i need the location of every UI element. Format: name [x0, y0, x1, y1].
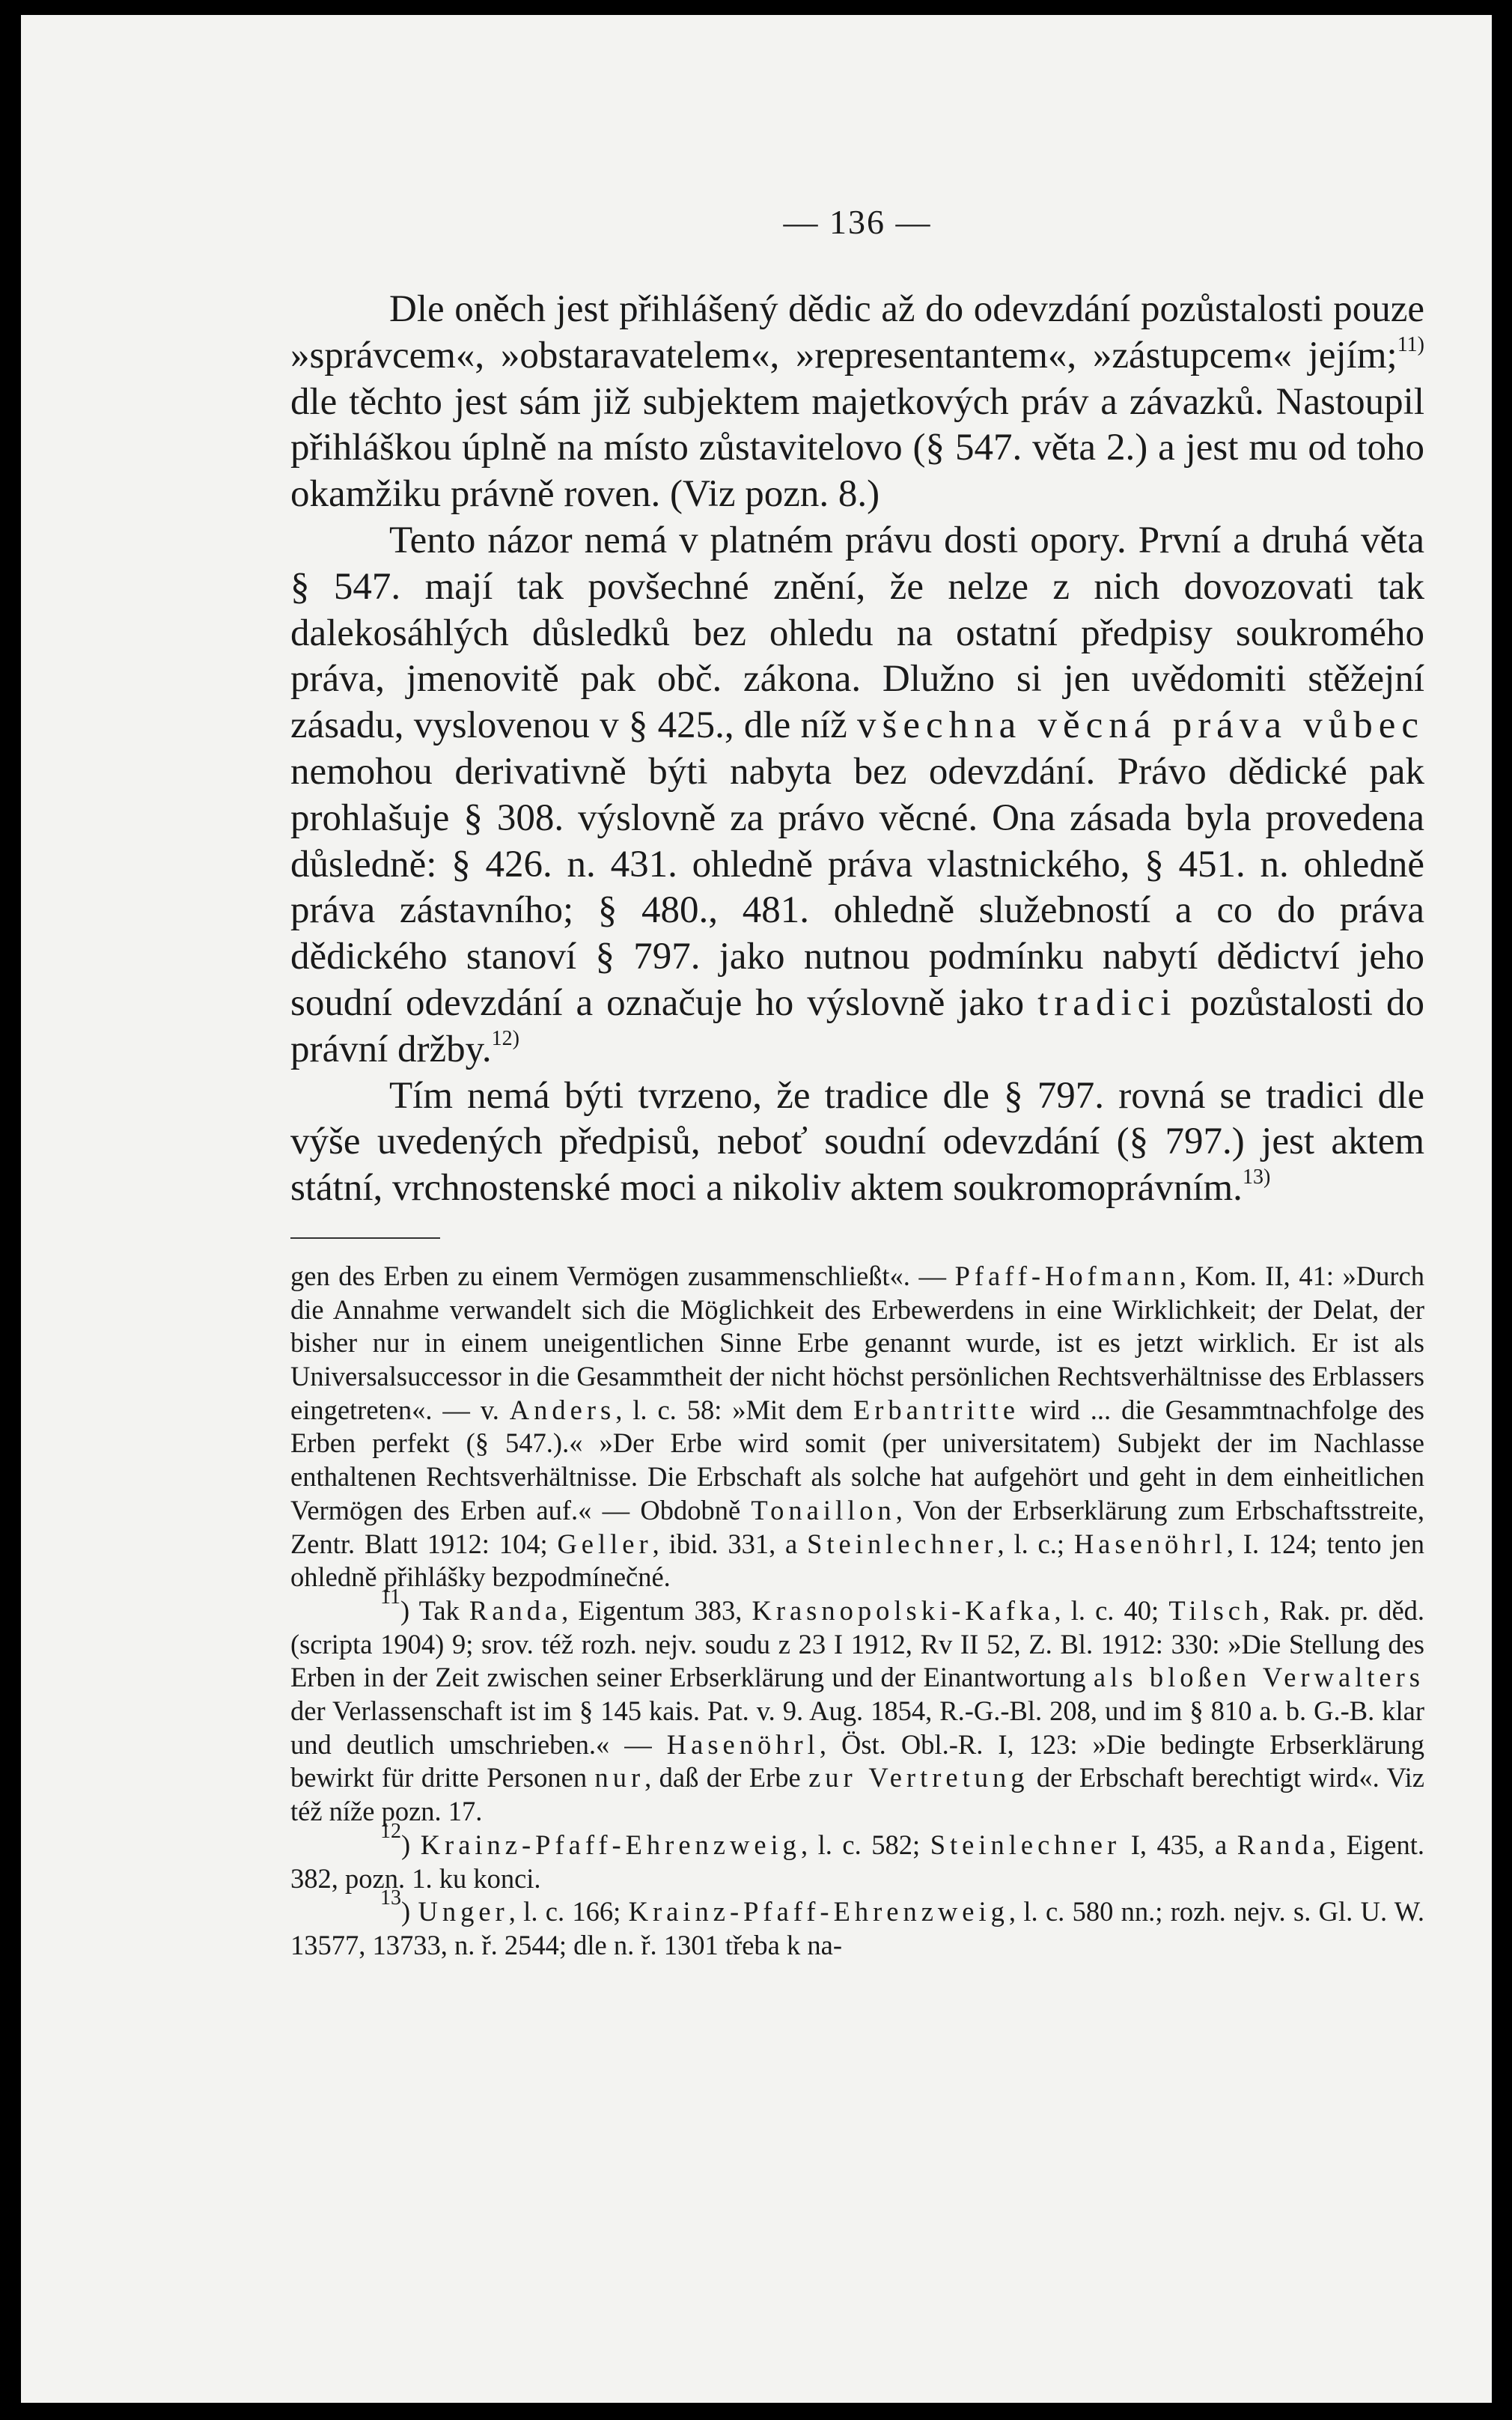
page-number: — 136 —	[783, 203, 932, 241]
footnote-ref-12: 12)	[491, 1026, 519, 1050]
footnote-divider	[290, 1237, 440, 1239]
paragraph-3: Tím nemá býti tvrzeno, že tradice dle § 797. rovná se tradici dle výše uvedených předpisů, neboť soudní odevzdání (§ 797.) jest aktem státní, vrchnostenské moci a nikoliv aktem soukromoprávním.$^{13)}$	[290, 1074, 1424, 1210]
footnote-11: $^{11}$) Tak Randa, Eigentum 383, Krasnopolski-Kafka, l. c. 40; Tilsch, Rak. pr. děd. (scripta 1904) 9; srov. též rozh. nejv. soudu z 23 I 1912, Rv II 52, Z. Bl. 1912: 330: »Die Stellung des Erben in der Zeit zwischen seiner Erbserklärung und der Einantwortung als bloßen Verwalters der Verlassenschaft ist im § 145 kais. Pat. v. 9. Aug. 1854, R.-G.-Bl. 208, und im § 810 a. b. G.-B. klar und deutlich umschrieben.« — Hasenöhrl, Öst. Obl.-R. I, 123: »Die bedingte Erbserklärung bewirkt für dritte Personen nur, daß der Erbe zur Vertretung der Erbschaft berechtigt wird«. Viz též níže pozn. 17.	[290, 1585, 1425, 1827]
footnote-ref-13: 13)	[1242, 1165, 1271, 1189]
book-page	[21, 15, 1492, 2403]
footnotes	[290, 1260, 1424, 1963]
paragraph-2: Tento názor nemá v platném právu dosti opory. První a druhá věta § 547. mají tak povšechné znění, že nelze z nich dovozovati tak dalekosáhlých důsledků bez ohledu na ostatní předpisy soukromého práva, jmenovitě pak obč. zákona. Dlužno si jen uvědomiti stěžejní zásadu, vyslovenou v § 425., dle níž všechna věcná práva vůbec nemohou derivativně býti nabyta bez odevzdání. Právo dědické pak prohlašuje § 308. výslovně za právo věcné. Ona zásada byla provedena důsledně: § 426. n. 431. ohledně práva vlastnického, § 451. n. ohledně práva zástavního; § 480., 481. ohledně služebností a co do práva dědického stanoví § 797. jako nutnou podmínku nabytí dědictví jeho soudní odevzdání a označuje ho výslovně jako tradici pozůstalosti do právní držby.$^{12)}$	[290, 519, 1424, 1070]
spaced-emphasis: všechna věcná práva vůbec	[857, 704, 1424, 747]
page-content	[290, 202, 1424, 1963]
paragraph-1: Dle oněch jest přihlášený dědic až do odevzdání pozůstalosti pouze »správcem«, »obstaravatelem«, »representantem«, »zástupcem« jejím;$^{11)}$ dle těchto jest sám již subjektem majetkových práv a závazků. Nastoupil přihláškou úplně na místo zůstavitelovo (§ 547. věta 2.) a jest mu od toho okamžiku právně roven. (Viz pozn. 8.)	[290, 288, 1424, 516]
footnote-12: $^{12}$) Krainz-Pfaff-Ehrenzweig, l. c. 582; Steinlechner I, 435, a Randa, Eigent. 382, pozn. 1. ku konci.	[290, 1819, 1425, 1894]
footnote-ref-11: 11)	[1397, 332, 1424, 356]
main-text	[290, 287, 1424, 1212]
spaced-emphasis: tradici	[1037, 981, 1177, 1024]
footnote-continuation: gen des Erben zu einem Vermögen zusammenschließt«. — Pfaff-Hofmann, Kom. II, 41: »Durch die Annahme verwandelt sich die Möglichkeit des Erbewerdens in eine Wirklichkeit; der Delat, der bisher nur in einem uneigentlichen Sinne Erbe genannt wurde, ist es jetzt wirklich. Er ist als Universalsuccessor in die Gesammtheit der nicht höchst persönlichen Rechtsverhältnisse des Erblassers eingetreten«. — v. Anders, l. c. 58: »Mit dem Erbantritte wird ... die Gesammtnachfolge des Erben perfekt (§ 547.).« »Der Erbe wird somit (per universitatem) Subjekt der im Nachlasse enthaltenen Rechtsverhältnisse. Die Erbschaft als solche hat aufgehört und geht in dem einheitlichen Vermögen des Erben auf.« — Obdobně Tonaillon, Von der Erbserklärung zum Erbschaftsstreite, Zentr. Blatt 1912: 104; Geller, ibid. 331, a Steinlechner, l. c.; Hasenöhrl, I. 124; tento jen ohledně přihlášky bezpodmínečné.	[290, 1260, 1425, 1593]
footnote-13: $^{13}$) Unger, l. c. 166; Krainz-Pfaff-Ehrenzweig, l. c. 580 nn.; rozh. nejv. s. Gl. U. W. 13577, 13733, n. ř. 2544; dle n. ř. 1301 třeba k na-	[290, 1886, 1425, 1960]
